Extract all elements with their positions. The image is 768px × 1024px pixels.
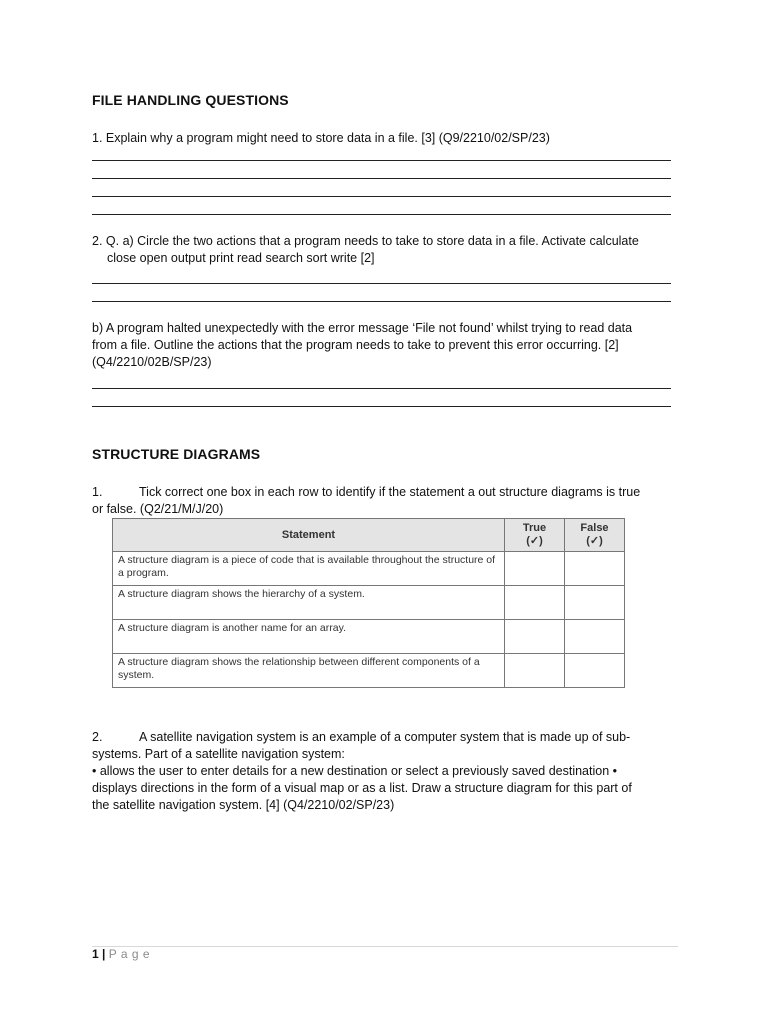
- false-checkbox-cell[interactable]: [565, 552, 625, 586]
- true-checkbox-cell[interactable]: [505, 552, 565, 586]
- sd-question-1-line1: Tick correct one box in each row to identify if the statement a out structure diagrams is true: [139, 485, 641, 499]
- true-checkbox-cell[interactable]: [505, 654, 565, 688]
- sd-question-1: [92, 484, 640, 518]
- true-false-table: [112, 518, 625, 688]
- statement-cell: A structure diagram is a piece of code that is available throughout the structure of a program.: [113, 552, 505, 586]
- sd-question-1-line2: or false. (Q2/21/M/J/20): [92, 502, 224, 516]
- true-tick-label: (✓): [526, 535, 543, 547]
- file-handling-heading: FILE HANDLING QUESTIONS: [92, 92, 289, 108]
- answer-line: [92, 160, 671, 161]
- sd-question-2-line1: A satellite navigation system is an example of a computer system that is made up of sub-: [139, 730, 631, 744]
- true-column-header: [505, 519, 565, 552]
- answer-line: [92, 178, 671, 179]
- footer-separator: |: [102, 947, 106, 961]
- fh-question-2b-line3: (Q4/2210/02B/SP/23): [92, 355, 212, 369]
- sd-question-2: [92, 729, 632, 814]
- sd-question-2-number: 2.: [92, 730, 103, 744]
- false-checkbox-cell[interactable]: [565, 654, 625, 688]
- table-row: [113, 552, 625, 586]
- fh-question-2a-line1: 2. Q. a) Circle the two actions that a program needs to take to store data in a file. Activate calculate: [92, 234, 639, 248]
- statement-cell: A structure diagram is another name for an array.: [113, 620, 505, 654]
- fh-question-2a-line2: close open output print read search sort write [2]: [107, 251, 375, 265]
- statement-cell: A structure diagram shows the relationship between different components of a system.: [113, 654, 505, 688]
- fh-question-2b-line1: b) A program halted unexpectedly with the error message ‘File not found’ whilst trying to read data: [92, 321, 633, 335]
- false-column-header: [565, 519, 625, 552]
- sd-question-2-line4: displays directions in the form of a visual map or as a list. Draw a structure diagram for this part of: [92, 781, 632, 795]
- footer-divider: [92, 946, 678, 947]
- sd-question-1-number: 1.: [92, 485, 103, 499]
- answer-line: [92, 388, 671, 389]
- table-row: [113, 620, 625, 654]
- answer-line: [92, 301, 671, 302]
- false-checkbox-cell[interactable]: [565, 620, 625, 654]
- sd-question-2-line3: • allows the user to enter details for a new destination or select a previously saved destination •: [92, 764, 618, 778]
- page-footer: [92, 947, 150, 961]
- false-checkbox-cell[interactable]: [565, 586, 625, 620]
- fh-question-2b-line2: from a file. Outline the actions that the program needs to take to prevent this error occurring. [2]: [92, 338, 619, 352]
- statement-cell: A structure diagram shows the hierarchy of a system.: [113, 586, 505, 620]
- true-column-label: True: [522, 522, 547, 534]
- page-label: P a g e: [108, 947, 151, 961]
- table-row: [113, 654, 625, 688]
- fh-question-1: 1. Explain why a program might need to store data in a file. [3] (Q9/2210/02/SP/23): [92, 131, 550, 145]
- structure-diagrams-heading: STRUCTURE DIAGRAMS: [92, 446, 261, 462]
- false-column-label: False: [580, 522, 609, 534]
- sd-question-2-line5: the satellite navigation system. [4] (Q4/2210/02/SP/23): [92, 798, 395, 812]
- answer-line: [92, 196, 671, 197]
- fh-question-2a: [92, 233, 639, 267]
- sd-question-2-line2: systems. Part of a satellite navigation system:: [92, 747, 345, 761]
- table-header-row: [113, 519, 625, 552]
- statement-column-header: Statement: [113, 519, 505, 552]
- true-checkbox-cell[interactable]: [505, 586, 565, 620]
- false-tick-label: (✓): [586, 535, 603, 547]
- page-number: 1: [92, 947, 99, 961]
- table-row: [113, 586, 625, 620]
- true-checkbox-cell[interactable]: [505, 620, 565, 654]
- answer-line: [92, 214, 671, 215]
- answer-line: [92, 283, 671, 284]
- answer-line: [92, 406, 671, 407]
- fh-question-2b: [92, 320, 632, 371]
